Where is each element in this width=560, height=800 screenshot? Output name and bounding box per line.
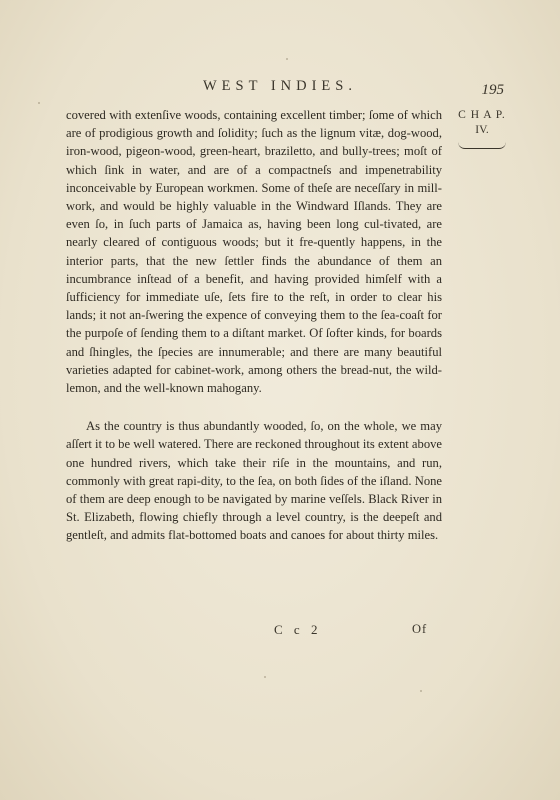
paper-speck: [38, 102, 40, 104]
body-text: [66, 106, 442, 545]
signature-mark: C c 2: [274, 622, 322, 637]
catchword: Of: [412, 622, 428, 636]
running-head: WEST INDIES.: [203, 78, 357, 94]
paragraph-1: covered with extenſive woods, containing excellent timber; ſome of which are of prodigious growth and ſolidity; ſuch as the lignum vitæ, dog-wood, iron-wood, pigeon-wood, green-heart, braziletto, and bully-trees; moſt of which ſink in water, and are of a compactneſs and impenetrability inconceivable by European workmen. Some of theſe are neceſſary in mill-work, and would be highly valuable in the Windward Iſlands. They are even ſo, in ſuch parts of Jamaica as, having been long cul-tivated, are nearly cleared of contiguous woods; but it fre-quently happens, in the interior parts, that the new ſettler finds the abundance of them an incumbrance inſtead of a benefit, and having provided himſelf with a ſufficiency for immediate uſe, ſets fire to the reſt, in order to clear his lands; it not an-ſwering the expence of conveying them to the ſea-coaſt for the purpoſe of ſending them to a diſtant market. Of ſofter kinds, for boards and ſhingles, the ſpecies are innumerable; and there are many beautiful varieties adapted for cabinet-work, among others the bread-nut, the wild-lemon, and the well-known mahogany.: [66, 108, 442, 396]
paragraph-2: As the country is thus abundantly wooded, ſo, on the whole, we may aſſert it to be well watered. There are reckoned throughout its extent above one hundred rivers, which take their riſe in the mountains, and run, commonly with great rapi-dity, to the ſea, on both ſides of the iſland. None of them are deep enough to be navigated by marine veſſels. Black River in St. Elizabeth, flowing chiefly through a level country, is the deepeſt and gentleſt, and admits flat-bottomed boats and canoes for about thirty miles.: [66, 419, 442, 543]
page-number: 195: [481, 82, 504, 98]
paper-speck: [264, 676, 266, 678]
brace-ornament: [458, 142, 506, 149]
page-header: [0, 78, 560, 98]
side-note-chapter: C H A P.: [458, 109, 506, 121]
paper-speck: [286, 58, 288, 60]
side-note-number: IV.: [475, 124, 489, 136]
paper-speck: [420, 690, 422, 692]
chapter-side-note: [452, 108, 512, 149]
